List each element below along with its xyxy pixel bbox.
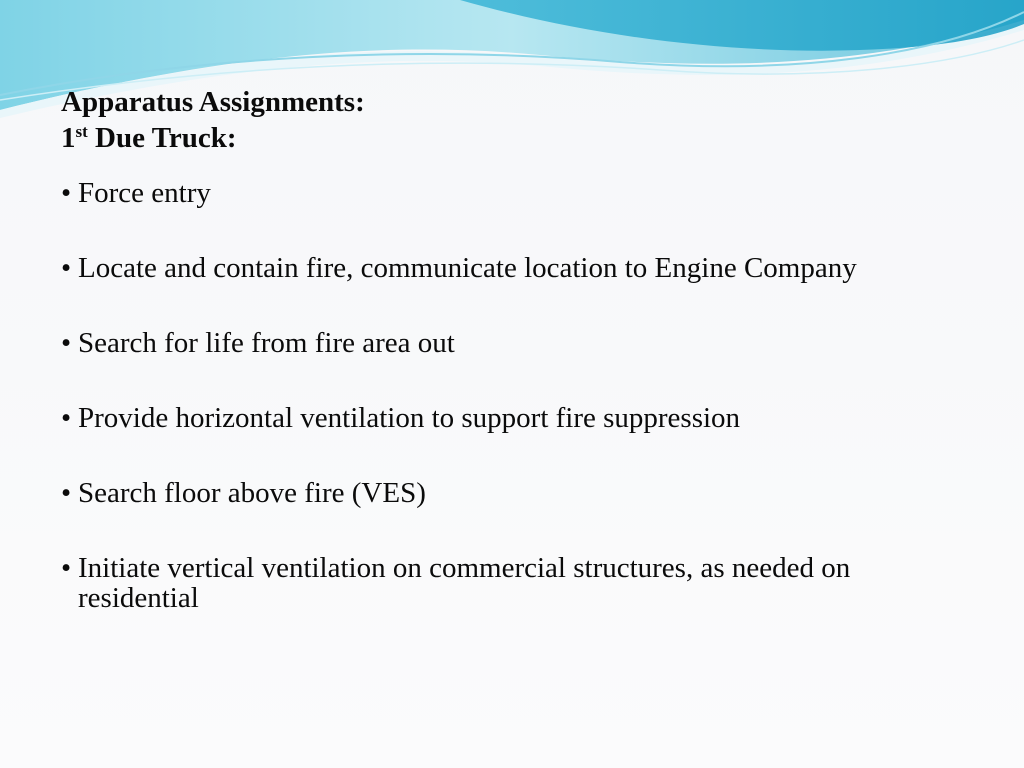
slide-subtitle (61, 120, 961, 156)
bullet-item (47, 253, 961, 283)
bullet-item (47, 328, 961, 358)
slide-content (61, 84, 961, 658)
slide-title (61, 84, 961, 120)
subtitle-ordinal-suffix: st (75, 122, 88, 141)
bullet-text: Search for life from fire area out (78, 327, 455, 359)
bullet-item (47, 553, 961, 613)
bullet-dot-icon: • (61, 177, 72, 209)
bullet-dot-icon: • (61, 402, 72, 434)
bullet-text: Force entry (78, 177, 211, 209)
bullet-dot-icon: • (61, 477, 72, 509)
bullet-dot-icon: • (61, 552, 72, 584)
bullet-text: Provide horizontal ventilation to support fire suppression (78, 402, 741, 434)
bullet-text: Search floor above fire (VES) (78, 477, 426, 509)
subtitle-number: 1 (61, 122, 76, 154)
title-text: Apparatus Assignments: (61, 86, 365, 118)
bullet-item (47, 178, 961, 208)
bullet-item (47, 403, 961, 433)
bullet-list (61, 178, 961, 613)
bullet-dot-icon: • (61, 252, 72, 284)
bullet-dot-icon: • (61, 327, 72, 359)
bullet-item (47, 478, 961, 508)
bullet-text: Locate and contain fire, communicate location to Engine Company (78, 252, 857, 284)
subtitle-text: Due Truck: (87, 122, 237, 154)
bullet-text: Initiate vertical ventilation on commercial structures, as needed on residential (78, 552, 851, 614)
